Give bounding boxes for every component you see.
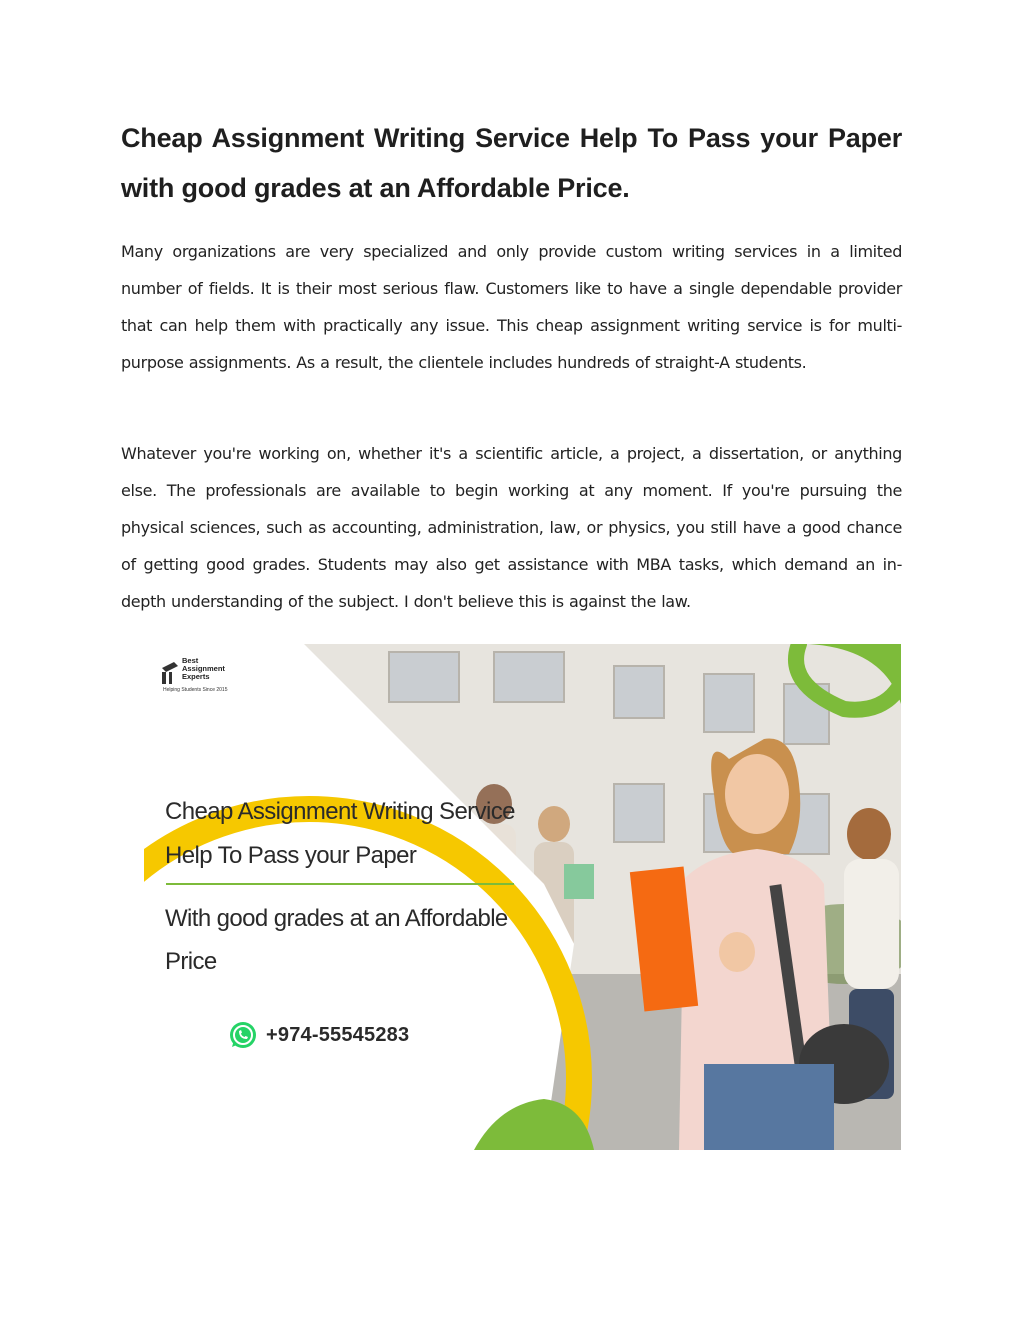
banner-divider — [166, 883, 514, 885]
company-logo — [160, 656, 270, 696]
whatsapp-icon — [228, 1020, 258, 1050]
contact-phone — [228, 1018, 409, 1052]
logo-graduation-cap-icon — [160, 658, 180, 686]
body-paragraph-2: Whatever you're working on, whether it's a scientific article, a project, a dissertation, or anything else. The professionals are available to begin working at any moment. If you're pursuing the physical sciences, such as accounting, administration, law, or physics, you still have a good chance of getting good grades. Students may also get assistance with MBA tasks, which demand an in-depth understanding of the subject. I don't believe this is against the law. — [121, 444, 902, 611]
logo-name: Best Assignment Experts — [182, 656, 225, 681]
promo-banner-image — [144, 644, 901, 1150]
banner-subheading: With good grades at an Affordable Price — [165, 905, 508, 975]
body-paragraph-1: Many organizations are very specialized and only provide custom writing services in a limited number of fields. It is their most serious flaw. Customers like to have a single dependable provider that can help them with practically any issue. This cheap assignment writing service is for multi-purpose assignments. As a result, the clientele includes hundreds of straight-A students. — [121, 242, 902, 372]
phone-number: +974-55545283 — [266, 1023, 410, 1046]
logo-tagline: Helping Students Since 2015 — [163, 687, 228, 693]
banner-heading: Cheap Assignment Writing Service Help To Pass your Paper — [165, 798, 515, 869]
document-title: Cheap Assignment Writing Service Help To Pass your Paper with good grades at an Affordable Price. — [121, 123, 902, 203]
